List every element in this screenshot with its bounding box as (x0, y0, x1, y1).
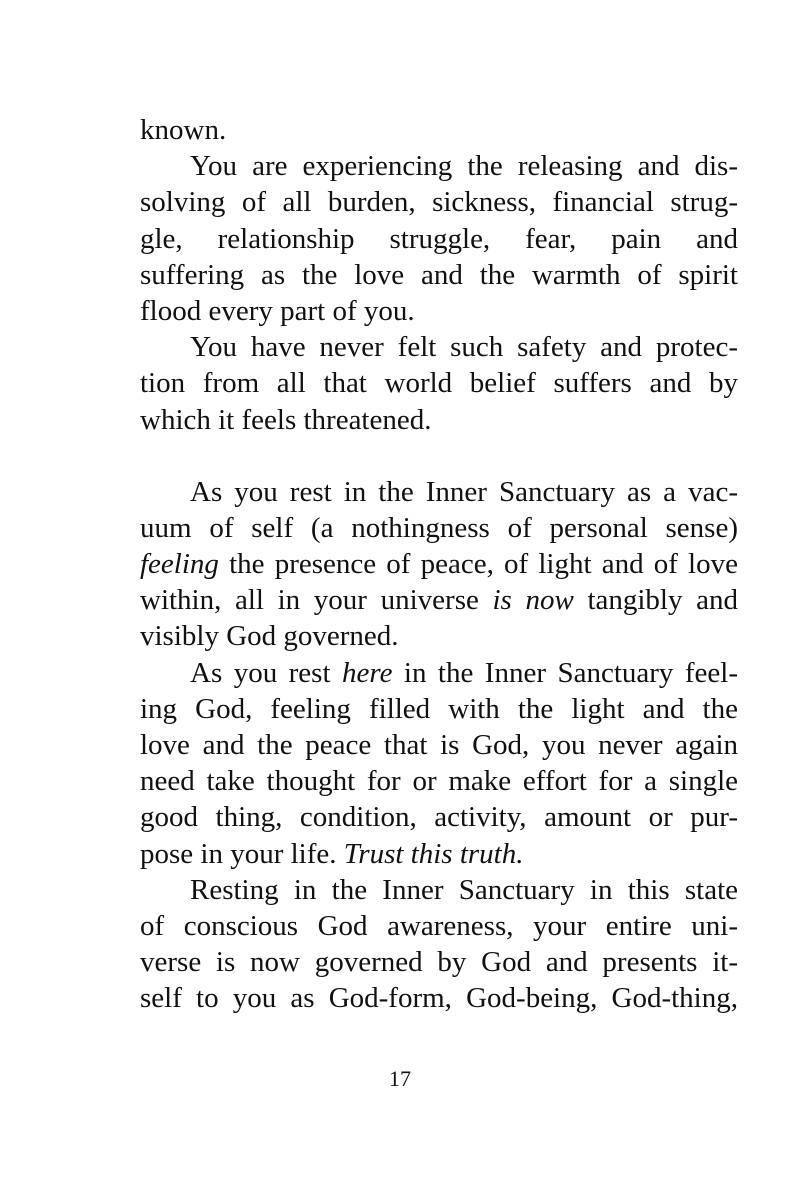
text-fragment: in the Inner Sanctuary feel- (392, 656, 738, 689)
text-line (140, 872, 738, 908)
page-body (140, 112, 738, 1017)
text-line (140, 184, 738, 220)
page-number: 17 (389, 1066, 411, 1091)
italic-fragment: feeling (140, 548, 219, 581)
text-fragment: tangibly and (573, 584, 738, 617)
text-fragment: visibly God governed. (140, 620, 399, 653)
text-fragment: the presence of peace, of light and of love (218, 548, 738, 581)
text-line (140, 836, 738, 872)
text-line (140, 980, 738, 1016)
text-line (140, 727, 738, 763)
text-fragment: You have never felt such safety and protec- (190, 331, 738, 364)
text-fragment: love and the peace that is God, you never again (140, 729, 738, 761)
text-line (140, 691, 738, 727)
text-line (140, 293, 738, 329)
text-fragment: of conscious God awareness, your entire uni- (140, 909, 738, 942)
text-line (140, 944, 738, 980)
text-line (140, 546, 738, 582)
text-line (140, 112, 738, 148)
text-line (140, 365, 738, 401)
text-fragment: need take thought for or make effort for a single (140, 765, 738, 798)
text-line (140, 763, 738, 799)
text-fragment: self to you as God-form, God-being, God-thing, (140, 982, 738, 1015)
text-fragment: solving of all burden, sickness, financial strug- (140, 186, 738, 219)
text-line (140, 582, 738, 618)
text-fragment: verse is now governed by God and presents it- (140, 946, 738, 979)
text-line (140, 329, 738, 365)
text-fragment: ing God, feeling filled with the light and the (140, 692, 738, 725)
italic-fragment: here (341, 656, 393, 689)
text-fragment: gle, relationship struggle, fear, pain and (140, 222, 738, 255)
text-fragment: uum of self (a nothingness of personal sense) (140, 511, 738, 544)
text-fragment: tion from all that world belief suffers and by (140, 367, 738, 400)
text-line (140, 655, 738, 691)
text-fragment: which it feels threatened. (140, 403, 432, 436)
text-fragment: good thing, condition, activity, amount or pur- (140, 801, 738, 834)
text-fragment: flood every part of you. (140, 294, 415, 327)
text-fragment: within, all in your universe (140, 584, 493, 617)
text-fragment: known. (140, 114, 227, 146)
text-line (140, 148, 738, 184)
section-gap (140, 438, 738, 474)
text-line (140, 799, 738, 835)
text-line (140, 618, 738, 654)
italic-fragment: Trust this truth. (343, 837, 524, 870)
text-line (140, 402, 738, 438)
text-fragment: Resting in the Inner Sanctuary in this state (190, 873, 738, 906)
text-line (140, 257, 738, 293)
text-fragment: As you rest (190, 656, 342, 689)
italic-fragment: is now (492, 584, 574, 617)
text-fragment: pose in your life. (140, 837, 344, 870)
text-line (140, 221, 738, 257)
text-fragment: suffering as the love and the warmth of spirit (140, 258, 738, 291)
text-line (140, 510, 738, 546)
text-fragment: As you rest in the Inner Sanctuary as a vac- (190, 475, 738, 508)
text-line (140, 908, 738, 944)
text-line (140, 474, 738, 510)
text-fragment: You are experiencing the releasing and dis- (190, 150, 738, 183)
